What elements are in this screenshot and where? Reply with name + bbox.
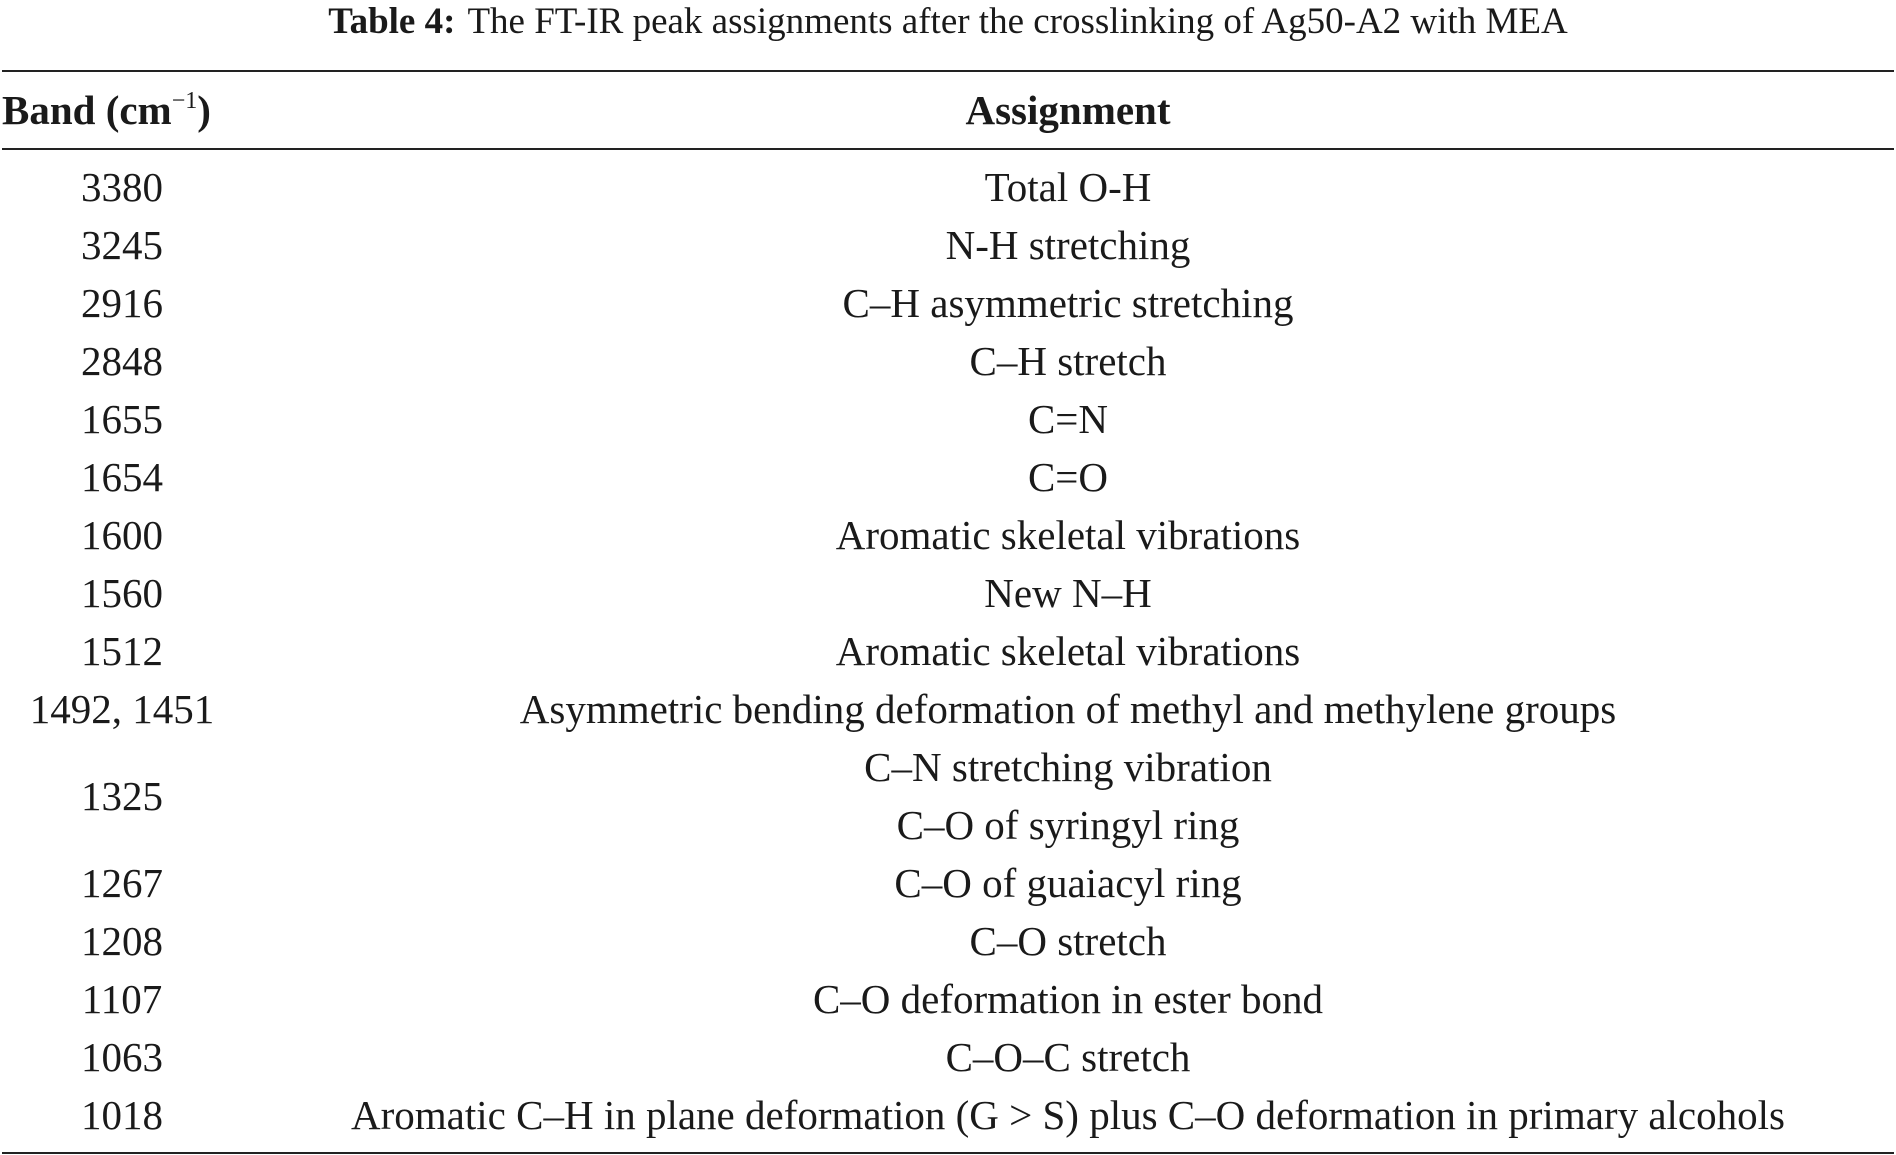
cell-assignment: Aromatic skeletal vibrations	[835, 628, 1301, 674]
table-row	[2, 912, 1894, 970]
cell-band: 1560	[81, 570, 163, 616]
cell-band: 1655	[81, 396, 163, 442]
table-row	[2, 738, 1894, 796]
table-row	[2, 274, 1894, 332]
cell-band: 1107	[81, 976, 163, 1022]
ftir-table	[2, 70, 1894, 1154]
cell-band: 1267	[81, 860, 163, 906]
cell-band: 1654	[81, 454, 163, 500]
table-row	[2, 680, 1894, 738]
table-body	[2, 149, 1894, 1153]
cell-band: 1063	[81, 1034, 163, 1080]
cell-assignment: C=O	[1027, 454, 1109, 500]
cell-assignment: C–O of syringyl ring	[896, 802, 1240, 848]
table-row	[2, 796, 1894, 854]
table-caption-label: Table 4:	[328, 1, 456, 42]
cell-band: 3380	[81, 164, 163, 210]
cell-band: 2916	[81, 280, 163, 326]
table-row	[2, 1028, 1894, 1086]
cell-assignment: C–O deformation in ester bond	[812, 976, 1324, 1022]
cell-assignment: C–H stretch	[969, 338, 1167, 384]
table-row	[2, 970, 1894, 1028]
table-row	[2, 216, 1894, 274]
cell-band: 3245	[81, 222, 163, 268]
cell-assignment: New N–H	[984, 570, 1152, 616]
table-row	[2, 448, 1894, 506]
table-row	[2, 1086, 1894, 1153]
table-row	[2, 622, 1894, 680]
cell-band: 1492, 1451	[29, 686, 215, 732]
header-band: Band $(cm^{-1})$	[2, 71, 242, 149]
table-row	[2, 564, 1894, 622]
table-caption	[2, 0, 1894, 70]
cell-band: 1512	[81, 628, 163, 674]
cell-band: 1325	[81, 773, 163, 819]
cell-assignment: C–N stretching vibration	[864, 744, 1272, 790]
cell-band: 1018	[2, 1086, 242, 1153]
cell-assignment: Total O-H	[984, 164, 1152, 210]
table-row	[2, 332, 1894, 390]
cell-assignment: Aromatic C–H in plane deformation (G > S) plus C–O deformation in primary alcohols	[242, 1086, 1894, 1153]
table-caption-text: The FT-IR peak assignments after the crosslinking of Ag50-A2 with MEA	[467, 1, 1568, 42]
table-row	[2, 854, 1894, 912]
cell-assignment: N-H stretching	[945, 222, 1191, 268]
cell-assignment: C=N	[1027, 396, 1109, 442]
table-row	[2, 390, 1894, 448]
table-row	[2, 506, 1894, 564]
cell-assignment: C–O of guaiacyl ring	[894, 860, 1242, 906]
cell-assignment: C–O stretch	[969, 918, 1167, 964]
table-row	[2, 149, 1894, 216]
header-assignment: Assignment	[242, 71, 1894, 149]
cell-assignment: Aromatic skeletal vibrations	[835, 512, 1301, 558]
cell-band: 1208	[81, 918, 163, 964]
table-header	[2, 71, 1894, 149]
cell-band: 1600	[81, 512, 163, 558]
cell-band: 2848	[81, 338, 163, 384]
cell-assignment: C–H asymmetric stretching	[842, 280, 1294, 326]
cell-assignment: C–O–C stretch	[945, 1034, 1191, 1080]
cell-assignment: Asymmetric bending deformation of methyl and methylene groups	[519, 686, 1617, 732]
